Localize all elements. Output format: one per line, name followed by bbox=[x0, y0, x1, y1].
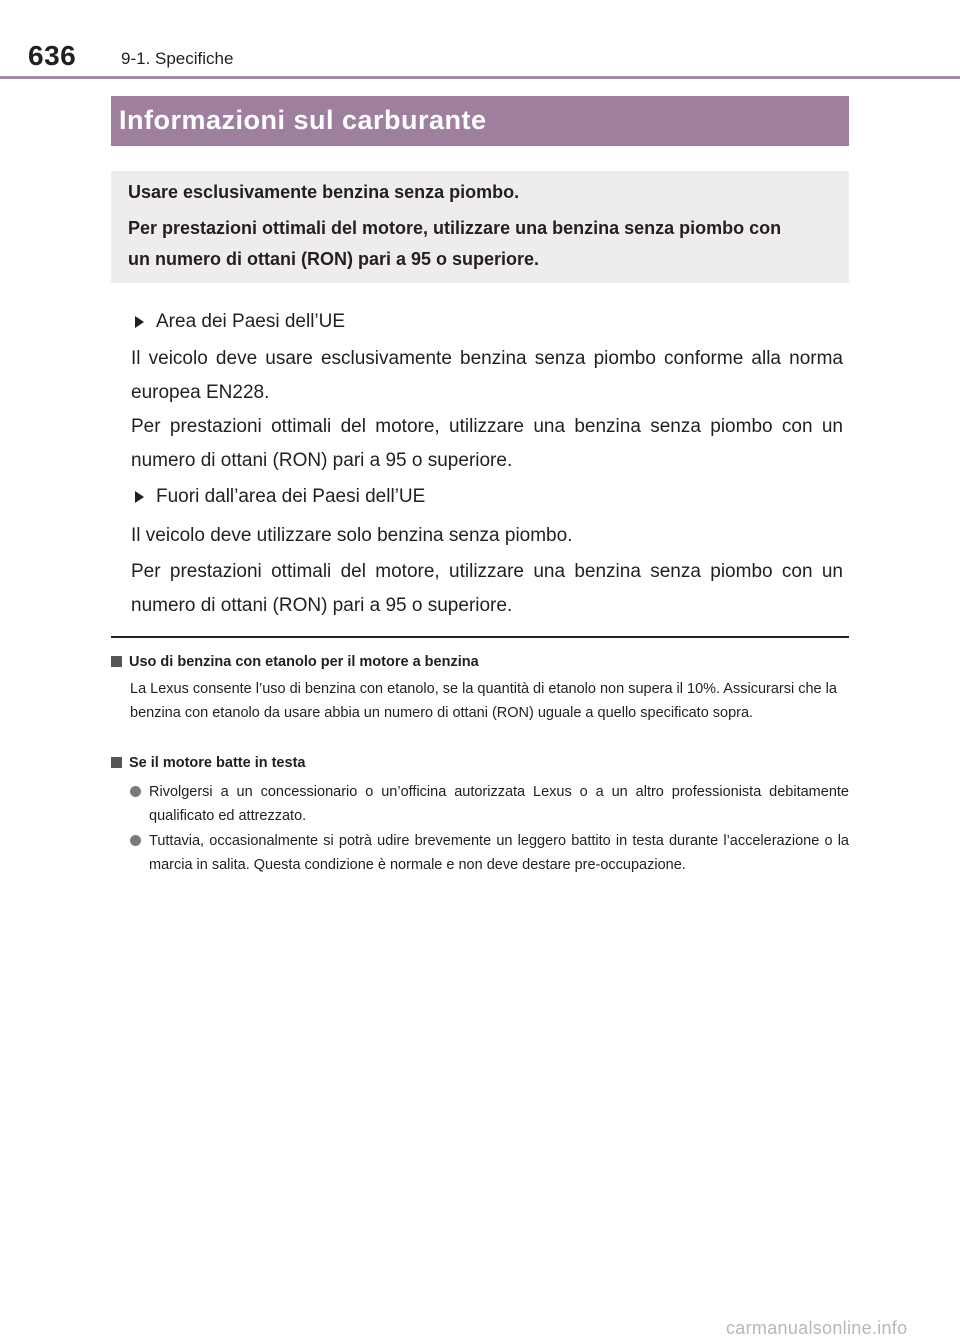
square-bullet-icon bbox=[111, 656, 122, 667]
non-eu-paragraph-1: Il veicolo deve utilizzare solo benzina senza piombo. bbox=[131, 525, 573, 546]
eu-heading-label: Area dei Paesi dell’UE bbox=[156, 311, 346, 332]
eu-paragraph-2: Per prestazioni ottimali del motore, utilizzare una benzina senza piombo con un numero di ottani (RON) pari a 95 o superiore. bbox=[131, 416, 843, 471]
ethanol-note-heading-label: Uso di benzina con etanolo per il motore a benzina bbox=[129, 654, 479, 670]
summary-line-2: Per prestazioni ottimali del motore, utilizzare una benzina senza piombo con bbox=[128, 218, 782, 238]
eu-paragraph-1: Il veicolo deve usare esclusivamente benzina senza piombo conforme alla norma europea EN228. bbox=[131, 348, 843, 403]
section-reference: 9-1. Specifiche bbox=[121, 49, 234, 68]
knock-note-item-text: Rivolgersi a un concessionario o un’officina autorizzata Lexus o a un altro professionista debitamente qualificato ed attrezzato. bbox=[149, 784, 849, 824]
page-header bbox=[28, 40, 960, 80]
circle-bullet-icon bbox=[130, 835, 141, 846]
watermark: carmanualsonline.info bbox=[726, 1318, 908, 1338]
section-divider bbox=[111, 636, 849, 638]
section-title-bar bbox=[111, 96, 849, 146]
triangle-bullet-icon bbox=[135, 316, 144, 328]
square-bullet-icon bbox=[111, 757, 122, 768]
non-eu-paragraph-2: Per prestazioni ottimali del motore, utilizzare una benzina senza piombo con un numero di ottani (RON) pari a 95 o superiore. bbox=[131, 561, 843, 616]
section-title: Informazioni sul carburante bbox=[119, 105, 487, 135]
summary-line-1: Usare esclusivamente benzina senza piombo. bbox=[128, 182, 520, 202]
page-number: 636 bbox=[28, 40, 77, 71]
ethanol-note-text: La Lexus consente l’uso di benzina con etanolo, se la quantità di etanolo non supera il 10%. Assicurarsi che la benzina con etanolo da usare abbia un numero di ottani (RON) uguale a quello specificato sopra. bbox=[130, 681, 837, 721]
knock-note-item-text: Tuttavia, occasionalmente si potrà udire brevemente un leggero battito in testa durante l’accelerazione o la marcia in salita. Questa condizione è normale e non deve destare pre-occupazione. bbox=[149, 833, 849, 873]
circle-bullet-icon bbox=[130, 786, 141, 797]
summary-box bbox=[111, 171, 849, 283]
header-divider bbox=[0, 76, 960, 79]
non-eu-heading-label: Fuori dall’area dei Paesi dell’UE bbox=[156, 486, 426, 507]
triangle-bullet-icon bbox=[135, 491, 144, 503]
knock-note-heading-label: Se il motore batte in testa bbox=[129, 755, 306, 771]
summary-line-3: un numero di ottani (RON) pari a 95 o superiore. bbox=[128, 249, 540, 269]
